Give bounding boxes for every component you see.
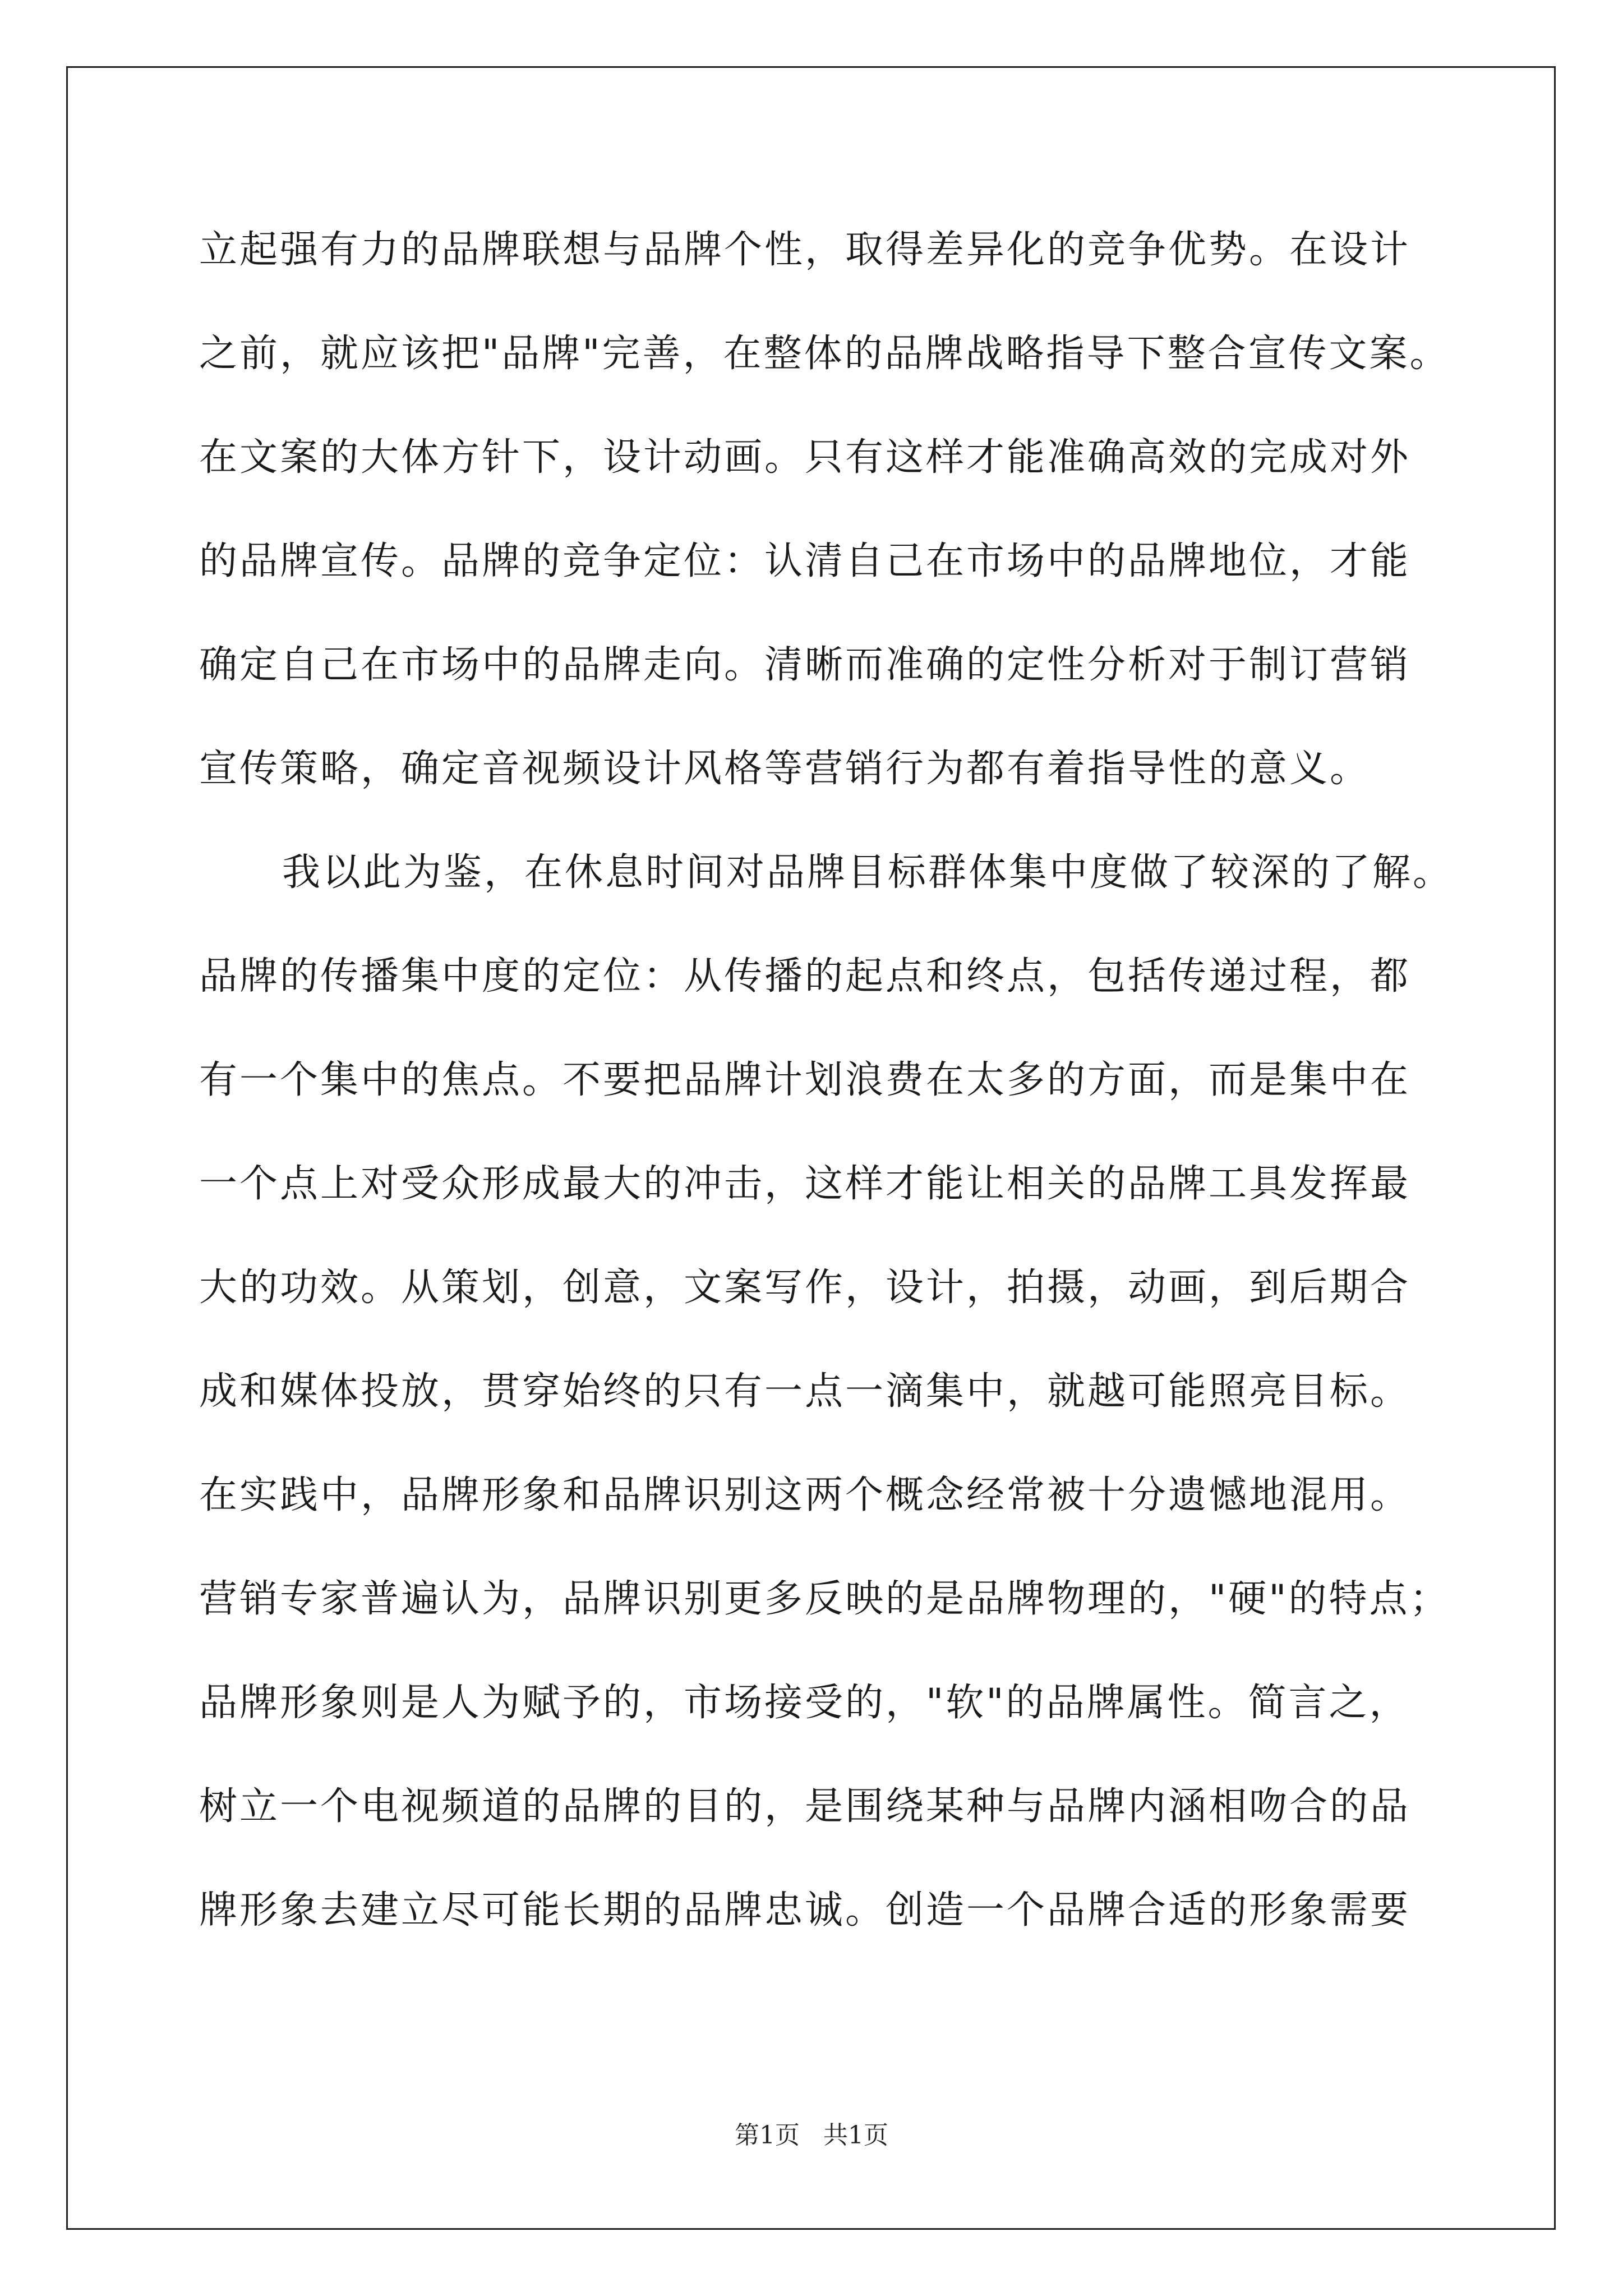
text-line: 的品牌宣传。品牌的竞争定位：认清自己在市场中的品牌地位，才能 <box>199 539 1411 583</box>
text-line: 有一个集中的焦点。不要把品牌计划浪费在太多的方面，而是集中在 <box>199 1058 1411 1102</box>
document-body <box>199 198 1454 1962</box>
text-line: 在文案的大体方针下，设计动画。只有这样才能准确高效的完成对外 <box>199 435 1411 480</box>
text-line: 大的功效。从策划，创意，文案写作，设计，拍摄，动画，到后期合 <box>199 1266 1411 1310</box>
text-line: 品牌形象则是人为赋予的，市场接受的，"软"的品牌属性。简言之， <box>199 1681 1410 1725</box>
text-line: 之前，就应该把"品牌"完善，在整体的品牌战略指导下整合宣传文案。 <box>199 332 1450 376</box>
text-line: 品牌的传播集中度的定位：从传播的起点和终点，包括传递过程，都 <box>199 954 1411 999</box>
text-line: 在实践中，品牌形象和品牌识别这两个概念经常被十分遗憾地混用。 <box>199 1473 1411 1517</box>
paragraph-first-line: 我以此为鉴，在休息时间对品牌目标群体集中度做了较深的了解。 <box>282 850 1454 895</box>
text-line: 确定自己在市场中的品牌走向。清晰而准确的定性分析对于制订营销 <box>199 643 1411 687</box>
text-line: 营销专家普遍认为，品牌识别更多反映的是品牌物理的，"硬"的特点； <box>199 1577 1450 1621</box>
page-footer: 第1页 共1页 <box>735 2121 888 2150</box>
text-line: 一个点上对受众形成最大的冲击，这样才能让相关的品牌工具发挥最 <box>199 1162 1411 1206</box>
text-line: 立起强有力的品牌联想与品牌个性，取得差异化的竞争优势。在设计 <box>199 228 1411 272</box>
text-line: 树立一个电视频道的品牌的目的，是围绕某种与品牌内涵相吻合的品 <box>199 1784 1411 1829</box>
text-line: 宣传策略，确定音视频设计风格等营销行为都有着指导性的意义。 <box>199 747 1371 791</box>
text-line: 成和媒体投放，贯穿始终的只有一点一滴集中，就越可能照亮目标。 <box>199 1369 1411 1414</box>
text-line: 牌形象去建立尽可能长期的品牌忠诚。创造一个品牌合适的形象需要 <box>199 1888 1411 1932</box>
